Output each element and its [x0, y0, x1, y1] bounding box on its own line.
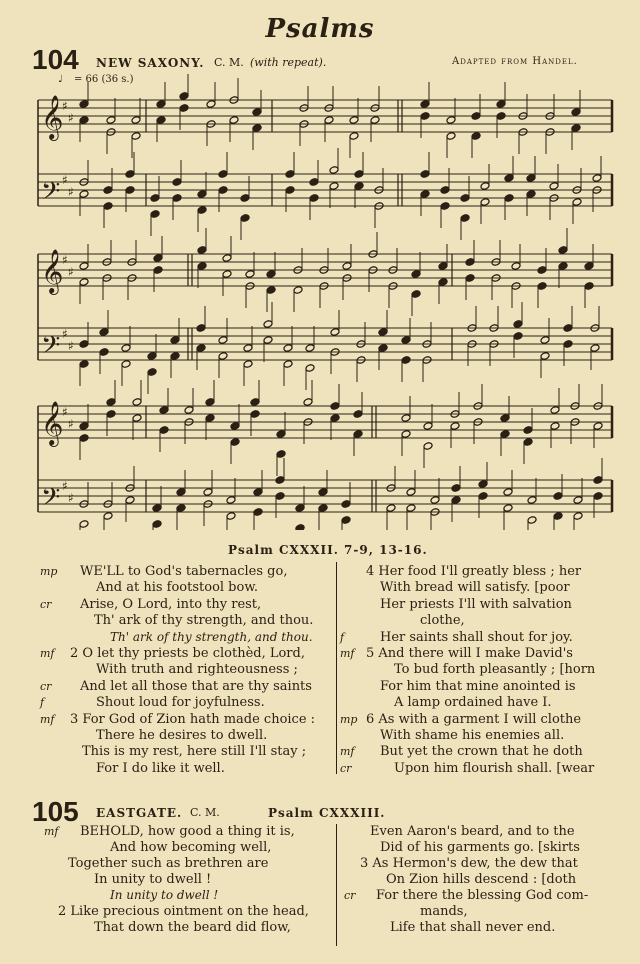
- note-head: [121, 360, 131, 369]
- verse-line: To bud forth pleasantly ; [horn: [394, 662, 596, 678]
- note-head: [471, 112, 481, 121]
- dynamic-mark: mf: [44, 825, 59, 838]
- note-head: [222, 270, 232, 279]
- note-head: [378, 344, 388, 353]
- note-head: [353, 410, 363, 419]
- note-head: [420, 190, 430, 199]
- note-head: [159, 426, 169, 435]
- note-head: [79, 360, 89, 369]
- verse-line: For him that mine anointed is: [380, 678, 576, 694]
- note-head: [285, 186, 295, 195]
- note-head: [252, 108, 262, 117]
- dynamic-mark: mf: [40, 712, 55, 726]
- note-head: [79, 190, 89, 199]
- note-head: [450, 422, 460, 431]
- note-head: [411, 270, 421, 279]
- note-head: [513, 332, 523, 341]
- note-head: [349, 132, 359, 141]
- note-head: [451, 484, 461, 493]
- sharp-icon: ♯: [68, 111, 74, 125]
- note-head: [496, 100, 506, 109]
- sharp-icon: ♯: [68, 491, 74, 505]
- note-head: [170, 336, 180, 345]
- note-head: [401, 430, 411, 439]
- note-head: [103, 202, 113, 211]
- note-head: [184, 406, 194, 415]
- note-head: [170, 352, 180, 361]
- note-head: [243, 360, 253, 369]
- note-head: [197, 190, 207, 199]
- note-head: [305, 344, 315, 353]
- verse-line: For I do like it well.: [96, 760, 225, 776]
- verse-line: 5 And there will I make David's: [366, 646, 573, 661]
- note-head: [329, 166, 339, 175]
- note-head: [330, 328, 340, 337]
- note-head: [349, 116, 359, 125]
- note-head: [329, 182, 339, 191]
- hymn-104-number: 104: [32, 44, 79, 75]
- verse-line: And at his footstool bow.: [96, 580, 259, 596]
- verse-line: Life that shall never end.: [390, 920, 556, 935]
- note-head: [229, 116, 239, 125]
- note-head: [527, 496, 537, 505]
- verse-line: In unity to dwell !: [110, 888, 219, 902]
- note-head: [540, 352, 550, 361]
- note-head: [283, 344, 293, 353]
- treble-clef-icon: 𝄞: [41, 401, 64, 445]
- note-head: [446, 116, 456, 125]
- note-head: [99, 348, 109, 357]
- note-head: [526, 174, 536, 183]
- note-head: [590, 344, 600, 353]
- note-head: [125, 186, 135, 195]
- verse-line: For there the blessing God com-: [376, 888, 589, 903]
- note-head: [563, 340, 573, 349]
- note-head: [179, 104, 189, 113]
- verse-line: WE'LL to God's tabernacles go,: [80, 564, 288, 579]
- note-head: [440, 186, 450, 195]
- sharp-icon: ♯: [62, 253, 68, 267]
- note-head: [197, 262, 207, 271]
- note-head: [558, 246, 568, 255]
- note-head: [511, 262, 521, 271]
- note-head: [176, 504, 186, 513]
- note-head: [558, 262, 568, 271]
- verse-line: On Zion hills descend : [doth: [386, 872, 577, 887]
- verse-line: But yet the crown that he doth: [380, 744, 583, 760]
- note-head: [285, 170, 295, 179]
- note-head: [79, 422, 89, 431]
- sharp-icon: ♯: [68, 265, 74, 279]
- verse-line: With truth and righteousness ;: [96, 662, 298, 678]
- hymn-105-number: 105: [32, 796, 79, 827]
- note-head: [131, 116, 141, 125]
- note-head: [275, 476, 285, 485]
- note-head: [330, 414, 340, 423]
- dynamic-mark: mf: [340, 647, 355, 660]
- sharp-icon: ♯: [62, 99, 68, 113]
- note-head: [263, 336, 273, 345]
- note-head: [266, 286, 276, 295]
- note-head: [252, 124, 262, 133]
- note-head: [572, 198, 582, 207]
- note-head: [593, 422, 603, 431]
- note-head: [446, 132, 456, 141]
- note-head: [438, 262, 448, 271]
- note-head: [79, 100, 89, 109]
- note-head: [318, 488, 328, 497]
- note-head: [275, 492, 285, 501]
- note-head: [295, 504, 305, 513]
- note-head: [203, 488, 213, 497]
- note-head: [196, 344, 206, 353]
- note-head: [563, 324, 573, 333]
- note-head: [79, 116, 89, 125]
- note-head: [571, 124, 581, 133]
- note-head: [103, 186, 113, 195]
- verse-line: Arise, O Lord, into thy rest,: [80, 596, 262, 612]
- verse-line: 2 O let thy priests be clothèd, Lord,: [70, 646, 305, 661]
- note-head: [341, 500, 351, 509]
- dynamic-mark: f: [340, 630, 345, 644]
- note-head: [553, 492, 563, 501]
- note-head: [549, 182, 559, 191]
- verse-line: With bread will satisfy. [poor: [380, 580, 570, 596]
- verse-line: Th' ark of thy strength, and thou.: [94, 613, 314, 629]
- verse-line: Shout loud for joyfulness.: [96, 695, 265, 711]
- note-head: [79, 262, 89, 271]
- note-head: [523, 426, 533, 435]
- hymn-105-psalm-ref: Psalm CXXXIII.: [268, 806, 386, 820]
- hymn-105-tune: EASTGATE.: [96, 806, 183, 820]
- note-head: [406, 504, 416, 513]
- note-head: [342, 262, 352, 271]
- note-head: [573, 512, 583, 521]
- note-head: [156, 116, 166, 125]
- note-head: [527, 516, 537, 525]
- verse-line: There he desires to dwell.: [96, 728, 268, 743]
- sharp-icon: ♯: [68, 185, 74, 199]
- note-head: [150, 210, 160, 219]
- hymn-104-meter: C. M.: [214, 56, 244, 69]
- note-head: [240, 214, 250, 223]
- verse-line: clothe,: [420, 613, 465, 629]
- note-head: [460, 194, 470, 203]
- note-head: [513, 320, 523, 329]
- note-head: [305, 364, 315, 373]
- note-head: [250, 398, 260, 407]
- hymn-105-meter: C. M.: [190, 806, 220, 819]
- note-head: [147, 368, 157, 377]
- hymn-104-psalm-ref: Psalm CXXXII. 7-9, 13-16.: [228, 543, 428, 557]
- dynamic-mark: mp: [40, 565, 58, 578]
- note-head: [197, 246, 207, 255]
- verse-line: 6 As with a garment I will clothe: [366, 711, 582, 727]
- bass-clef-icon: 𝄢: [41, 177, 61, 212]
- note-head: [386, 504, 396, 513]
- verse-line: Her priests I'll with salvation: [380, 596, 572, 612]
- verse-line: Together such as brethren are: [68, 856, 269, 871]
- column-divider: [336, 562, 337, 774]
- note-head: [411, 290, 421, 299]
- note-head: [276, 450, 286, 459]
- note-head: [440, 202, 450, 211]
- note-head: [309, 178, 319, 187]
- note-head: [503, 488, 513, 497]
- note-head: [172, 194, 182, 203]
- note-head: [121, 344, 131, 353]
- note-head: [353, 430, 363, 439]
- column-divider-105: [336, 824, 337, 946]
- note-head: [378, 328, 388, 337]
- note-head: [354, 182, 364, 191]
- note-head: [537, 282, 547, 291]
- note-head: [218, 352, 228, 361]
- note-head: [478, 492, 488, 501]
- dynamic-mark: cr: [40, 679, 52, 693]
- note-head: [125, 496, 135, 505]
- note-head: [226, 496, 236, 505]
- note-head: [309, 194, 319, 203]
- verse-line: That down the beard did flow,: [94, 920, 291, 935]
- note-head: [465, 258, 475, 267]
- verse-line: With shame his enemies all.: [380, 728, 565, 743]
- dynamic-mark: cr: [340, 761, 352, 775]
- note-head: [226, 512, 236, 521]
- note-head: [245, 270, 255, 279]
- note-head: [103, 512, 113, 521]
- note-head: [218, 336, 228, 345]
- note-head: [230, 422, 240, 431]
- note-head: [592, 174, 602, 183]
- sharp-icon: ♯: [62, 405, 68, 419]
- note-head: [205, 414, 215, 423]
- note-head: [172, 178, 182, 187]
- note-head: [79, 340, 89, 349]
- treble-clef-icon: 𝄞: [41, 249, 64, 293]
- hymn-104-attribution: Adapted from Handel.: [452, 56, 578, 67]
- note-head: [253, 488, 263, 497]
- verse-line: Even Aaron's beard, and to the: [370, 824, 575, 839]
- note-head: [206, 100, 216, 109]
- dynamic-mark: mf: [40, 647, 55, 660]
- note-head: [540, 336, 550, 345]
- dynamic-mark: mp: [340, 712, 358, 726]
- note-head: [276, 430, 286, 439]
- note-head: [500, 414, 510, 423]
- verse-line: mands,: [420, 904, 468, 919]
- note-head: [504, 194, 514, 203]
- note-head: [550, 422, 560, 431]
- tempo-note-icon: ♩: [58, 74, 63, 85]
- note-head: [504, 174, 514, 183]
- note-head: [423, 442, 433, 451]
- note-head: [197, 206, 207, 215]
- note-head: [240, 194, 250, 203]
- note-head: [79, 278, 89, 287]
- note-head: [266, 270, 276, 279]
- note-head: [537, 266, 547, 275]
- note-head: [460, 214, 470, 223]
- note-head: [250, 410, 260, 419]
- hymn-104-tune: NEW SAXONY.: [96, 56, 205, 70]
- bass-clef-icon: 𝄢: [41, 483, 61, 518]
- note-head: [205, 398, 215, 407]
- verse-line: Upon him flourish shall. [wear: [394, 760, 595, 776]
- note-head: [500, 430, 510, 439]
- note-head: [153, 266, 163, 275]
- note-head: [571, 108, 581, 117]
- note-head: [330, 402, 340, 411]
- verse-line: In unity to dwell !: [94, 872, 212, 887]
- note-head: [480, 182, 490, 191]
- note-head: [159, 406, 169, 415]
- note-head: [230, 438, 240, 447]
- note-head: [465, 274, 475, 283]
- note-head: [176, 488, 186, 497]
- note-head: [420, 170, 430, 179]
- note-head: [401, 336, 411, 345]
- note-head: [283, 360, 293, 369]
- treble-clef-icon: 𝄞: [41, 95, 64, 139]
- note-head: [451, 496, 461, 505]
- page-title: Psalms: [265, 14, 375, 44]
- note-head: [480, 198, 490, 207]
- verse-line: 2 Like precious ointment on the head,: [58, 904, 309, 919]
- note-head: [243, 344, 253, 353]
- note-head: [423, 422, 433, 431]
- verse-line: 4 Her food I'll greatly bless ; her: [366, 564, 582, 579]
- note-head: [196, 324, 206, 333]
- verse-line: And how becoming well,: [110, 840, 272, 855]
- note-head: [471, 132, 481, 141]
- note-head: [179, 92, 189, 101]
- note-head: [125, 170, 135, 179]
- note-head: [401, 414, 411, 423]
- bass-clef-icon: 𝄢: [41, 331, 61, 366]
- note-head: [318, 504, 328, 513]
- note-head: [106, 116, 116, 125]
- note-head: [593, 476, 603, 485]
- note-head: [79, 434, 89, 443]
- note-head: [150, 194, 160, 203]
- note-head: [152, 504, 162, 513]
- note-head: [526, 190, 536, 199]
- note-head: [341, 516, 351, 525]
- verse-line: 3 For God of Zion hath made choice :: [70, 711, 316, 727]
- note-head: [478, 480, 488, 489]
- note-head: [218, 186, 228, 195]
- verse-line: Did of his garments go. [skirts: [380, 840, 580, 855]
- hymn-104-meter-note: (with repeat).: [250, 56, 327, 69]
- note-head: [99, 328, 109, 337]
- note-head: [156, 100, 166, 109]
- note-head: [152, 520, 162, 529]
- note-head: [147, 352, 157, 361]
- note-head: [354, 170, 364, 179]
- note-head: [253, 508, 263, 517]
- note-head: [593, 492, 603, 501]
- note-head: [503, 504, 513, 513]
- dynamic-mark: cr: [40, 597, 52, 611]
- note-head: [406, 488, 416, 497]
- note-head: [438, 278, 448, 287]
- note-head: [430, 496, 440, 505]
- sharp-icon: ♯: [68, 417, 74, 431]
- dynamic-mark: mf: [340, 745, 355, 759]
- verse-line: And let all those that are thy saints: [80, 678, 312, 694]
- note-head: [153, 254, 163, 263]
- note-head: [523, 438, 533, 447]
- note-head: [132, 398, 142, 407]
- note-head: [553, 512, 563, 521]
- note-head: [131, 132, 141, 141]
- note-head: [303, 398, 313, 407]
- note-head: [222, 254, 232, 263]
- note-head: [79, 520, 89, 529]
- verse-line: Th' ark of thy strength, and thou.: [110, 629, 313, 644]
- note-head: [584, 262, 594, 271]
- note-head: [324, 116, 334, 125]
- verse-line: This is my rest, here still I'll stay ;: [82, 744, 307, 760]
- note-head: [550, 406, 560, 415]
- note-head: [573, 496, 583, 505]
- note-head: [401, 356, 411, 365]
- note-head: [106, 410, 116, 419]
- verse-line: Her saints shall shout for joy.: [380, 629, 573, 645]
- note-head: [420, 100, 430, 109]
- note-head: [420, 112, 430, 121]
- note-head: [218, 170, 228, 179]
- hymn-104-tempo: = 66 (36 s.): [74, 74, 134, 85]
- note-head: [584, 282, 594, 291]
- sharp-icon: ♯: [62, 173, 68, 187]
- verse-line: A lamp ordained have I.: [394, 695, 552, 711]
- sharp-icon: ♯: [62, 327, 68, 341]
- dynamic-mark: f: [40, 696, 45, 710]
- note-head: [263, 320, 273, 329]
- note-head: [293, 286, 303, 295]
- note-head: [106, 398, 116, 407]
- note-head: [132, 414, 142, 423]
- verse-line: 3 As Hermon's dew, the dew that: [360, 856, 578, 871]
- dynamic-mark: cr: [344, 889, 356, 902]
- note-head: [496, 112, 506, 121]
- note-head: [295, 524, 305, 530]
- verse-line: BEHOLD, how good a thing it is,: [80, 824, 295, 839]
- sharp-icon: ♯: [68, 339, 74, 353]
- sharp-icon: ♯: [62, 479, 68, 493]
- note-head: [370, 116, 380, 125]
